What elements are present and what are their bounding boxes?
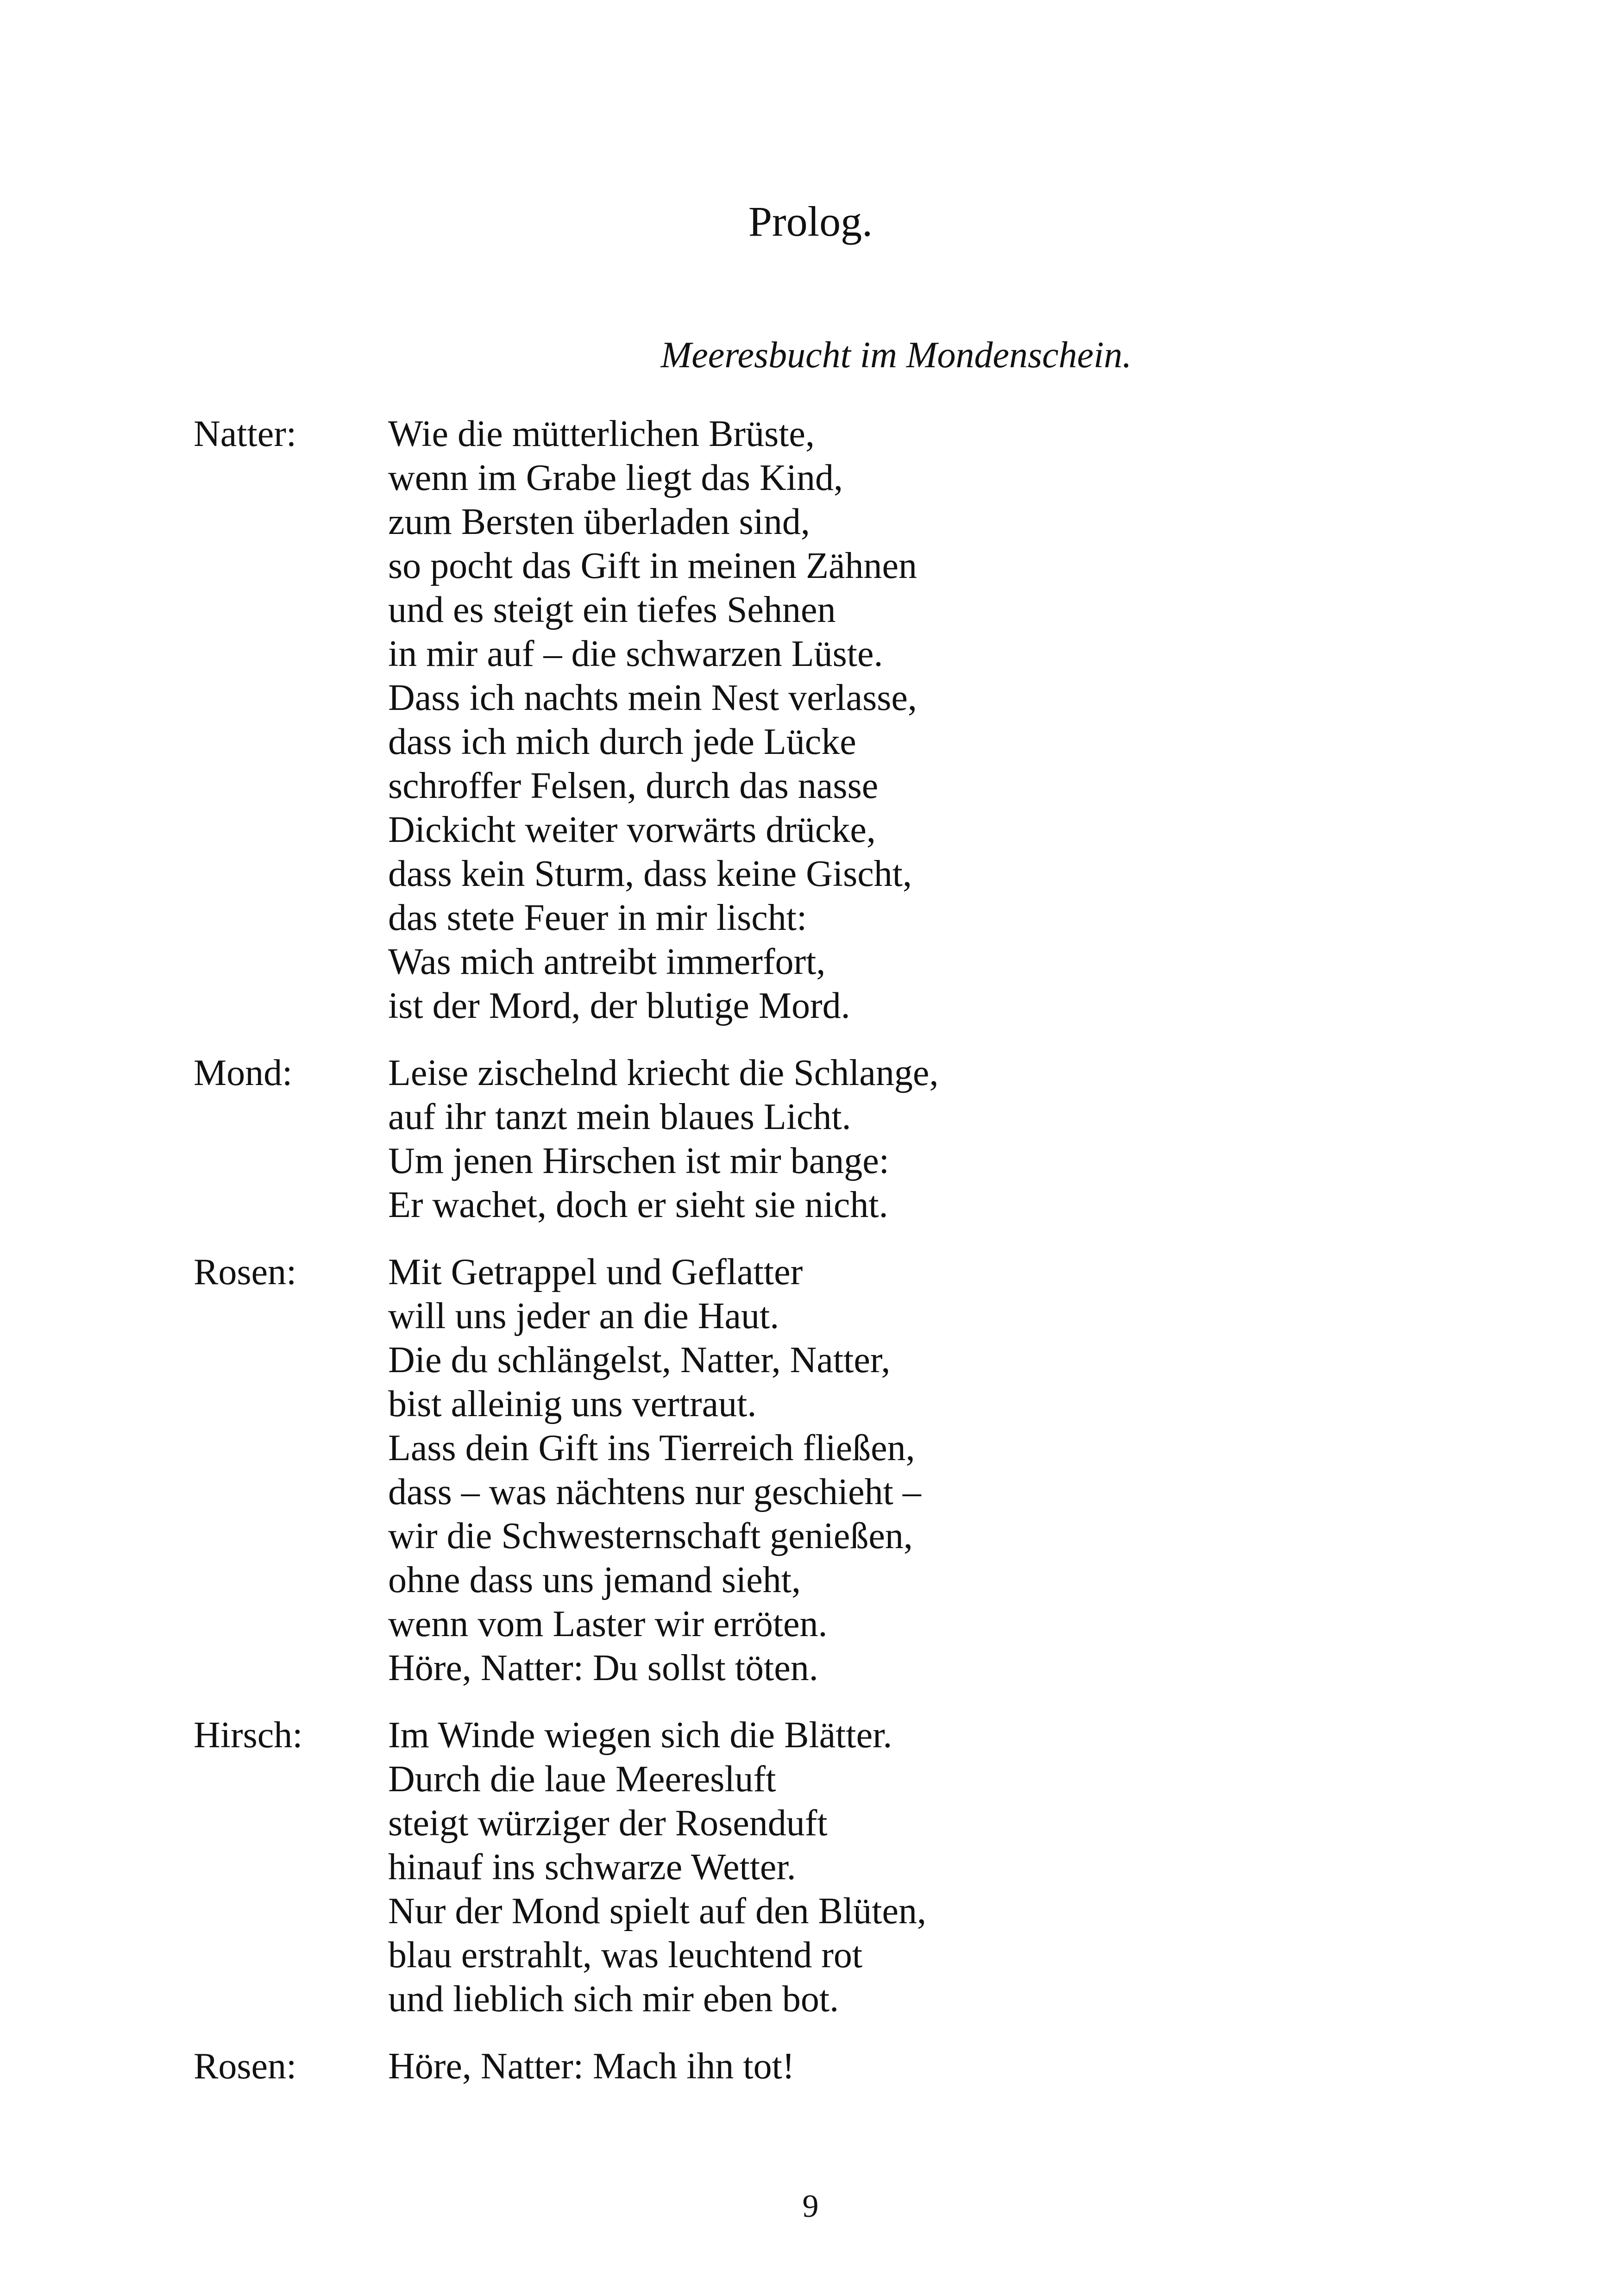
verse-line: so pocht das Gift in meinen Zähnen <box>388 546 917 586</box>
verse-line: und es steigt ein tiefes Sehnen <box>388 590 836 630</box>
scene-heading: Meeresbucht im Mondenschein. <box>660 335 1132 376</box>
verse-line: schroffer Felsen, durch das nasse <box>388 765 879 806</box>
speaker-name: Rosen: <box>194 2046 297 2087</box>
verse-line: Nur der Mond spielt auf den Blüten, <box>388 1891 926 1932</box>
speech-block <box>194 412 1444 1028</box>
speech-block <box>194 1713 1444 2021</box>
speech-block <box>194 1051 1444 1227</box>
verse-line: Im Winde wiegen sich die Blätter. <box>388 1715 892 1756</box>
speech-lines <box>388 1051 1444 1227</box>
page-number: 9 <box>802 2189 819 2224</box>
verse-line: will uns jeder an die Haut. <box>388 1296 779 1336</box>
verse-line: Dass ich nachts mein Nest verlasse, <box>388 678 917 718</box>
verse-line: Höre, Natter: Mach ihn tot! <box>388 2046 795 2087</box>
page-title: Prolog. <box>748 198 873 245</box>
verse-line: das stete Feuer in mir lischt: <box>388 897 807 938</box>
verse-line: ist der Mord, der blutige Mord. <box>388 985 850 1026</box>
speech-block <box>194 2045 1444 2089</box>
play-text <box>194 412 1444 2112</box>
speaker-name: Natter: <box>194 414 297 454</box>
verse-line: Höre, Natter: Du sollst töten. <box>388 1648 818 1688</box>
verse-line: hinauf ins schwarze Wetter. <box>388 1847 796 1888</box>
verse-line: Durch die laue Meeresluft <box>388 1759 776 1800</box>
speaker-name: Rosen: <box>194 1252 297 1292</box>
verse-line: wir die Schwesternschaft genießen, <box>388 1516 913 1556</box>
verse-line: Leise zischelnd kriecht die Schlange, <box>388 1053 939 1093</box>
speech-lines <box>388 2045 1444 2089</box>
verse-line: dass – was nächtens nur geschieht – <box>388 1472 921 1512</box>
verse-line: Um jenen Hirschen ist mir bange: <box>388 1141 889 1181</box>
verse-line: Die du schlängelst, Natter, Natter, <box>388 1340 891 1380</box>
verse-line: dass kein Sturm, dass keine Gischt, <box>388 853 912 894</box>
verse-line: Dickicht weiter vorwärts drücke, <box>388 809 876 850</box>
verse-line: bist alleinig uns vertraut. <box>388 1384 757 1424</box>
verse-line: Mit Getrappel und Geflatter <box>388 1252 803 1292</box>
verse-line: Lass dein Gift ins Tierreich fließen, <box>388 1428 915 1468</box>
verse-line: wenn im Grabe liegt das Kind, <box>388 458 843 498</box>
verse-line: blau erstrahlt, was leuchtend rot <box>388 1935 863 1976</box>
verse-line: Wie die mütterlichen Brüste, <box>388 414 815 454</box>
verse-line: steigt würziger der Rosenduft <box>388 1803 828 1844</box>
verse-line: auf ihr tanzt mein blaues Licht. <box>388 1097 851 1137</box>
verse-line: Was mich antreibt immerfort, <box>388 941 826 982</box>
verse-line: ohne dass uns jemand sieht, <box>388 1560 801 1600</box>
speech-block <box>194 1250 1444 1690</box>
speaker-name: Hirsch: <box>194 1715 303 1756</box>
verse-line: dass ich mich durch jede Lücke <box>388 721 856 762</box>
speech-lines <box>388 1250 1444 1690</box>
speech-lines <box>388 1713 1444 2021</box>
verse-line: wenn vom Laster wir erröten. <box>388 1604 828 1644</box>
verse-line: in mir auf – die schwarzen Lüste. <box>388 634 883 674</box>
verse-line: und lieblich sich mir eben bot. <box>388 1979 839 2020</box>
speaker-name: Mond: <box>194 1053 293 1093</box>
verse-line: Er wachet, doch er sieht sie nicht. <box>388 1185 888 1225</box>
verse-line: zum Bersten überladen sind, <box>388 502 810 542</box>
speech-lines <box>388 412 1444 1028</box>
